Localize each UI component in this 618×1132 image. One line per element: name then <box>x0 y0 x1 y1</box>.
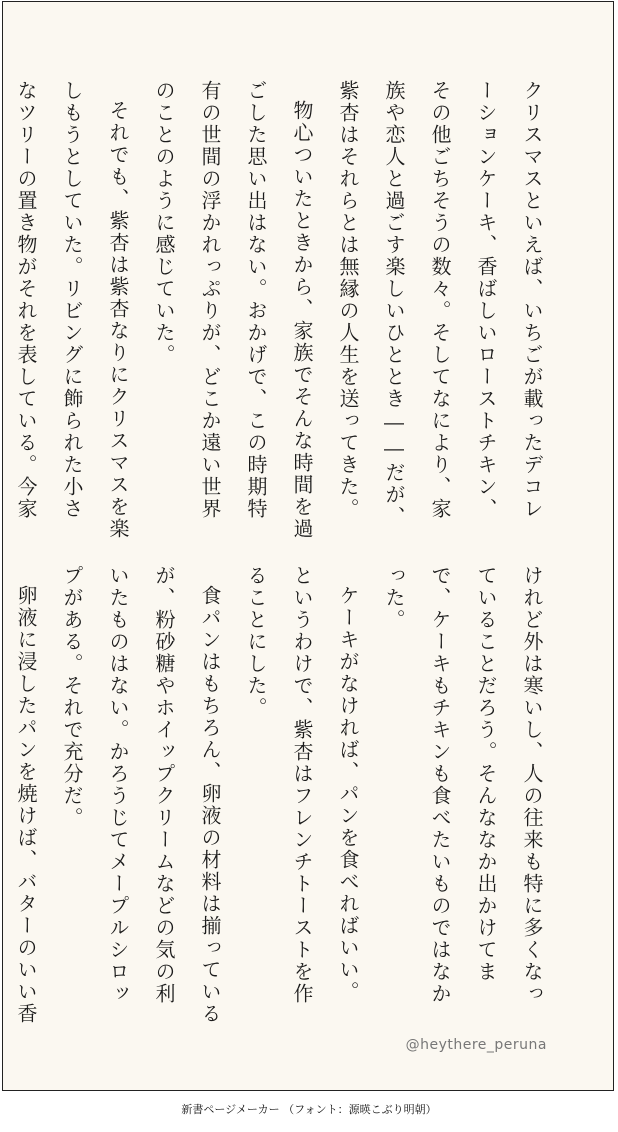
book-page <box>2 1 614 1091</box>
generator-caption: 新書ページメーカー （フォント：源暎こぶり明朝） <box>181 1103 437 1116</box>
paragraph-8: 食パンはもちろん、卵液の材料は揃っているが、粉砂糖やホイップクリームなどの気の利いたものはない。かろうじてメープルシロップがある。それで充分だ。 <box>60 565 222 1025</box>
paragraph-9: 卵液に浸したパンを焼けば、バターのいい香 <box>14 585 38 1025</box>
paragraph-3: 物心ついたときから、家族でそんな時間を過ごした思い出はない。おかげで、この時期特有の世間の浮かれっぷりが、どこか遠い世界のことのように感じていた。 <box>152 80 314 540</box>
paragraph-7: というわけで、紫杏はフレンチトーストを作ることにした。 <box>244 565 314 1005</box>
paragraph-6: ケーキがなければ、パンを食べればいい。 <box>336 585 360 1003</box>
paragraph-4: それでも、紫杏は紫杏なりにクリスマスを楽しもうとしていた。リビングに飾られた小さなツリーの置き物がそれを表している。今家 <box>14 80 130 540</box>
paragraph-5: けれど外は寒いし、人の往来も特に多くなっていることだろう。そんななか出かけてまで、ケーキもチキンも食べたいものではなかった。 <box>382 565 544 1005</box>
lower-text-block <box>14 565 555 1025</box>
paragraph-1: クリスマスといえば、いちごが載ったデコレーションケーキ、香ばしいローストチキン、その他ごちそうの数々。そしてなにより、家族や恋人と過ごす楽しいひととき――だが、 <box>382 80 544 528</box>
upper-text-block <box>14 80 555 540</box>
paragraph-2: 紫杏はそれらとは無縁の人生を送ってきた。 <box>336 80 360 520</box>
author-handle: @heythere_peruna <box>405 1037 547 1053</box>
